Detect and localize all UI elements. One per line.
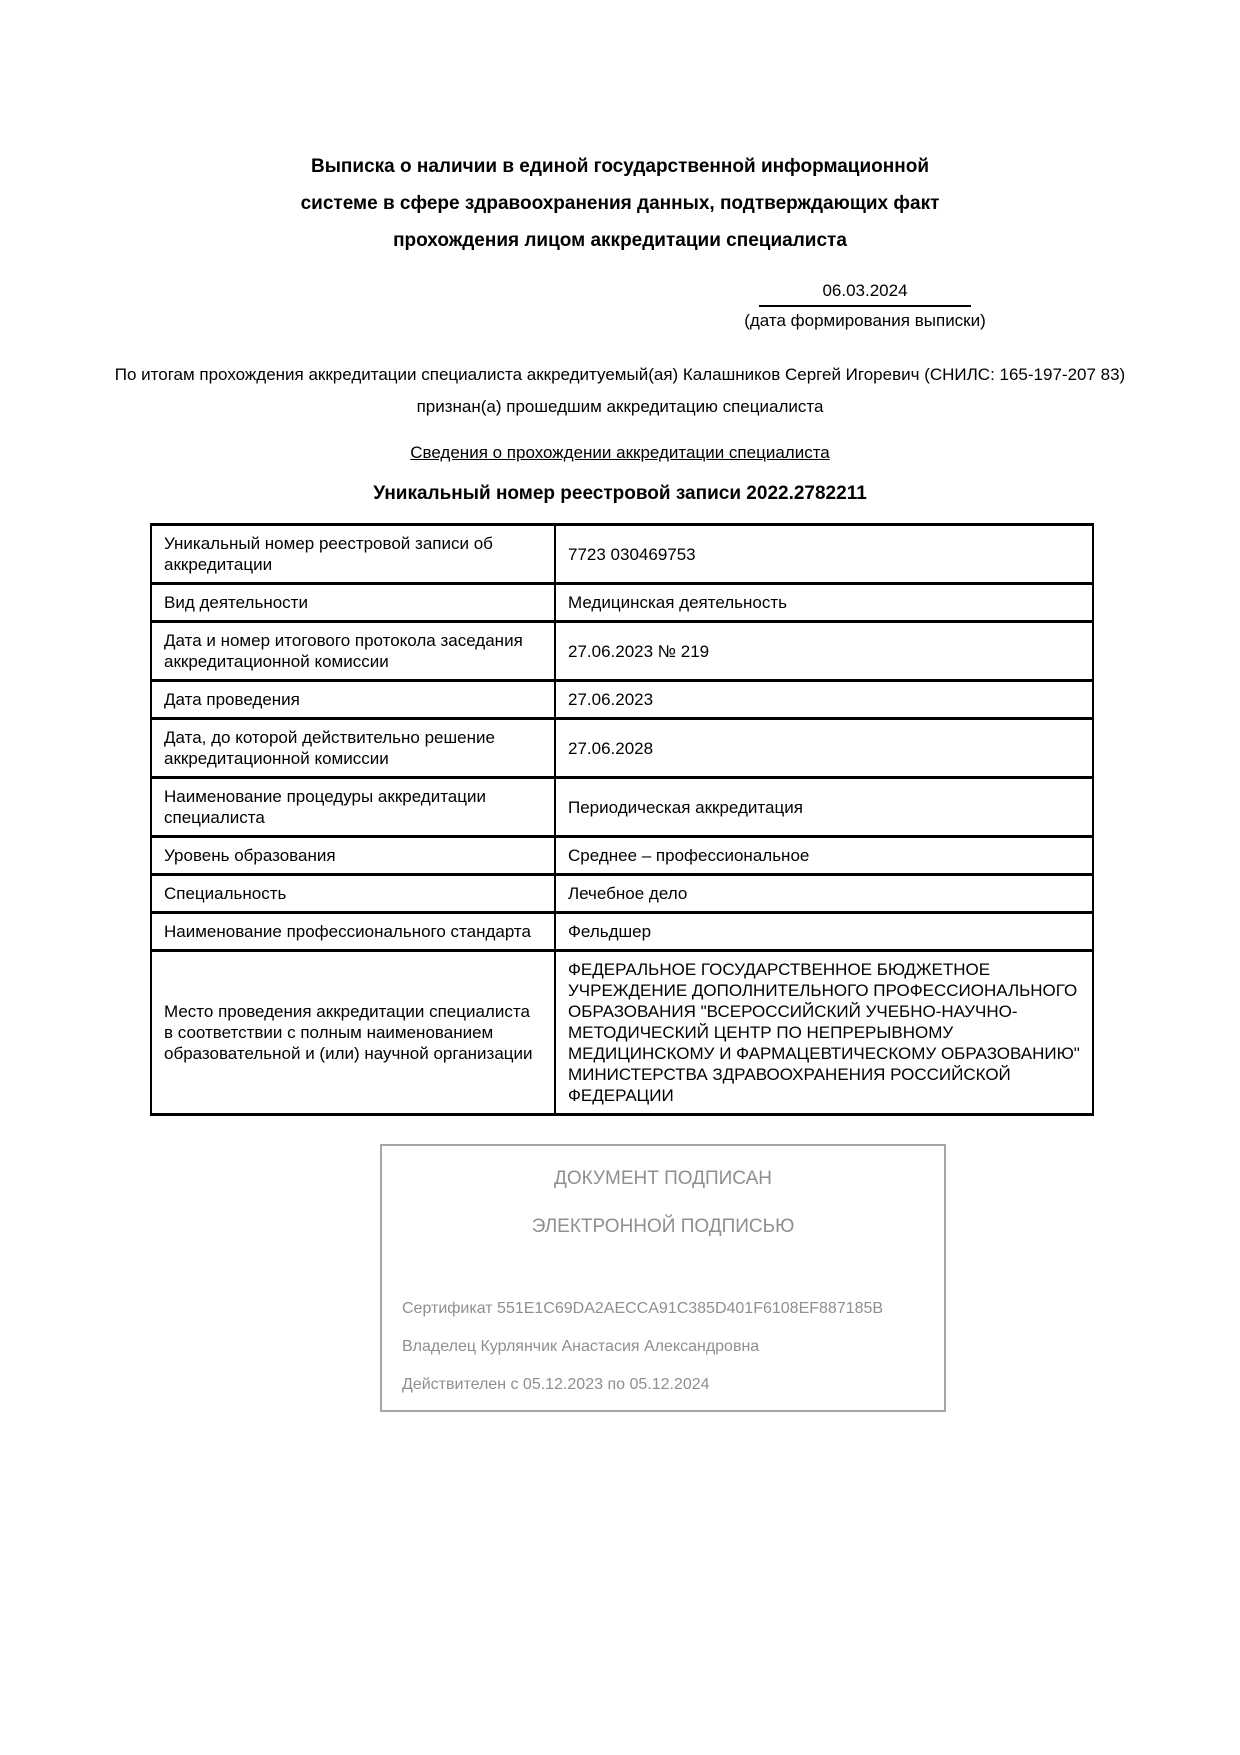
row-label: Дата и номер итогового протокола заседания аккредитационной комиссии — [151, 622, 555, 681]
validity-line: Действителен с 05.12.2023 по 05.12.2024 — [402, 1376, 710, 1393]
table-row — [151, 875, 1093, 913]
row-value: Среднее – профессиональное — [555, 837, 1093, 875]
document-title-line-1: Выписка о наличии в единой государственной информационной — [310, 156, 930, 177]
table-row — [151, 778, 1093, 837]
row-value: 27.06.2023 № 219 — [555, 622, 1093, 681]
row-value: Периодическая аккредитация — [555, 778, 1093, 837]
table-row — [151, 719, 1093, 778]
document-title — [0, 0, 1240, 259]
row-label: Дата, до которой действительно решение аккредитационной комиссии — [151, 719, 555, 778]
intro-line-2: признан(а) прошедшим аккредитацию специалиста — [416, 397, 824, 416]
row-value: Фельдшер — [555, 913, 1093, 951]
extract-date: 06.03.2024 — [759, 281, 971, 307]
row-value: 27.06.2028 — [555, 719, 1093, 778]
document-title-line-2: системе в сфере здравоохранения данных, подтверждающих факт — [300, 193, 940, 214]
row-label: Место проведения аккредитации специалиста в соответствии с полным наименованием образовательной и (или) научной организации — [151, 951, 555, 1115]
accreditation-info-heading: Сведения о прохождении аккредитации специалиста — [410, 443, 830, 462]
row-value: 27.06.2023 — [555, 681, 1093, 719]
table-row — [151, 584, 1093, 622]
intro-paragraph — [0, 359, 1240, 423]
row-value: Лечебное дело — [555, 875, 1093, 913]
signature-title-line-1: ДОКУМЕНТ ПОДПИСАН — [554, 1168, 772, 1189]
row-label: Дата проведения — [151, 681, 555, 719]
row-value: ФЕДЕРАЛЬНОЕ ГОСУДАРСТВЕННОЕ БЮДЖЕТНОЕ УЧРЕЖДЕНИЕ ДОПОЛНИТЕЛЬНОГО ПРОФЕССИОНАЛЬНОГО ОБРАЗОВАНИЯ "ВСЕРОССИЙСКИЙ УЧЕБНО-НАУЧНО-МЕТОДИЧЕСКИЙ ЦЕНТР ПО НЕПРЕРЫВНОМУ МЕДИЦИНСКОМУ И ФАРМАЦЕВТИЧЕСКОМУ ОБРАЗОВАНИЮ" МИНИСТЕРСТВА ЗДРАВООХРАНЕНИЯ РОССИЙСКОЙ ФЕДЕРАЦИИ — [555, 951, 1093, 1115]
table-row — [151, 525, 1093, 584]
document-title-line-3: прохождения лицом аккредитации специалиста — [393, 230, 847, 251]
row-label: Вид деятельности — [151, 584, 555, 622]
row-label: Наименование процедуры аккредитации специалиста — [151, 778, 555, 837]
accreditation-table — [150, 523, 1094, 1116]
table-row — [151, 837, 1093, 875]
row-label: Наименование профессионального стандарта — [151, 913, 555, 951]
row-value: 7723 030469753 — [555, 525, 1093, 584]
row-label: Уникальный номер реестровой записи об аккредитации — [151, 525, 555, 584]
signature-stamp — [380, 1144, 946, 1412]
accreditation-table-body — [151, 525, 1093, 1115]
signature-title-line-2: ЭЛЕКТРОННОЙ ПОДПИСЬЮ — [531, 1216, 795, 1237]
row-label: Специальность — [151, 875, 555, 913]
extract-date-block — [735, 281, 995, 331]
table-row — [151, 681, 1093, 719]
intro-line-1: По итогам прохождения аккредитации специалиста аккредитуемый(ая) Калашников Сергей Игоревич (СНИЛС: 165-197-207 83) — [114, 365, 1126, 384]
table-row — [151, 913, 1093, 951]
table-row — [151, 951, 1093, 1115]
certificate-line: Сертификат 551E1C69DA2AECCA91C385D401F6108EF887185B — [402, 1300, 884, 1317]
signature-details — [402, 1300, 924, 1394]
row-value: Медицинская деятельность — [555, 584, 1093, 622]
owner-line: Владелец Курлянчик Анастасия Александровна — [402, 1338, 760, 1355]
row-label: Уровень образования — [151, 837, 555, 875]
registry-number-heading: Уникальный номер реестровой записи 2022.2782211 — [373, 483, 867, 504]
extract-date-caption: (дата формирования выписки) — [744, 311, 986, 330]
table-row — [151, 622, 1093, 681]
